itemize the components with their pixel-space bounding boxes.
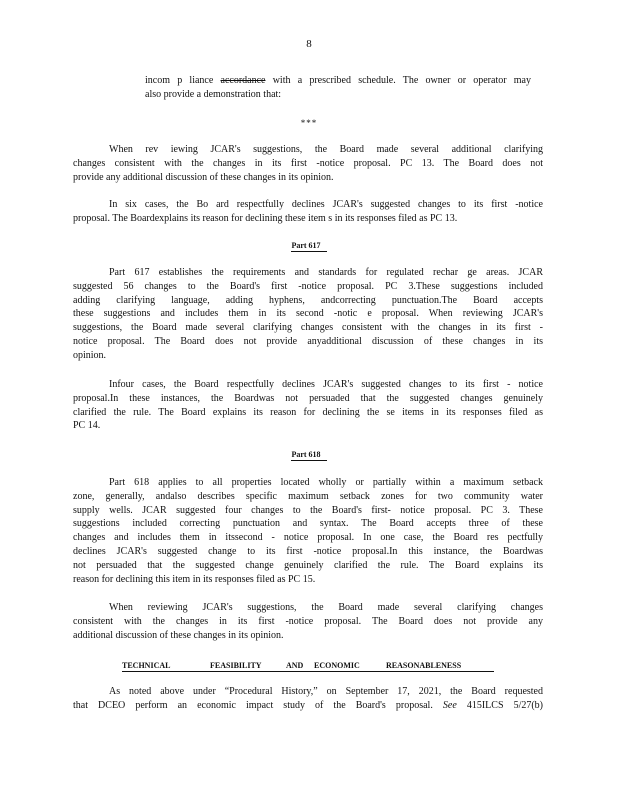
heading-word: TECHNICAL: [122, 661, 171, 670]
heading-text: Part 617: [291, 241, 326, 252]
text-line: In six cases, the Bo ard respectfully declines JCAR's suggested changes to its first -notice: [109, 199, 543, 210]
heading-word: REASONABLENESS: [386, 661, 462, 670]
quoted-rule-text: [145, 74, 531, 102]
heading-part-618: [0, 450, 618, 459]
heading-part-617: [0, 241, 618, 250]
text-line: Part 617 establishes the requirements and standards for regulated rechar ge areas. JCAR: [109, 267, 543, 278]
struck-text: accordance: [220, 75, 266, 86]
text-span: that DCEO perform an economic impact study of the Board's proposal.: [73, 699, 433, 711]
citation-text: 415ILCS 5/27(b): [466, 699, 543, 711]
heading-word: AND: [286, 661, 304, 670]
paragraph-3: [73, 266, 543, 363]
text-line: changes and includes them in itssecond - notice proposal. In one case, the Board res pectfully: [73, 532, 543, 544]
text-line: Part 618 applies to all properties located wholly or partially within a maximum setback: [109, 477, 543, 488]
text-line: changes consistent with the changes in its first -notice proposal. PC 13. The Board does not: [73, 157, 543, 169]
quote-text: with a prescribed schedule. The owner or operator may: [272, 75, 531, 86]
text-line: consistent with the changes in its first -notice proposal. The Board does not provide any: [73, 615, 543, 627]
citation-signal: See: [442, 699, 457, 711]
text-line: As noted above under “Procedural History,” on September 17, 2021, the Board requested: [109, 686, 543, 697]
text-line: suggested 56 changes to the Board's first -notice proposal. PC 3.These suggestions included: [73, 280, 543, 292]
text-line: reason for declining this item in its responses filed as PC 15.: [73, 573, 316, 585]
quote-line: also provide a demonstration that:: [145, 88, 282, 100]
text-line: opinion.: [73, 349, 107, 361]
text-line: proposal. The Boardexplains its reason for declining these item s in its responses filed as PC 13.: [73, 212, 458, 224]
paragraph-4: [73, 378, 543, 433]
text-line: zone, generally, andalso describes specific maximum setback zones for two community water: [73, 490, 543, 502]
text-line: adding clarifying language, adding hyphens, andcorrecting punctuation.The Board accepts: [73, 294, 543, 306]
text-line: suggestions included correcting punctuation and syntax. The Board accepts three of these: [73, 518, 543, 530]
text-line: suggestions, the Board made several clarifying changes consistent with the changes in its first -: [73, 322, 543, 334]
heading-text: Part 618: [291, 450, 326, 461]
text-line: clarified the rule. The Board explains its reason for declining the se items in its responses filed as: [73, 406, 543, 418]
text-line: When reviewing JCAR's suggestions, the Board made several clarifying changes: [109, 602, 543, 613]
text-line: PC 14.: [73, 420, 101, 432]
quote-text: incom p liance: [145, 75, 214, 86]
text-line: these suggestions and includes them in its second -notic e proposal. When reviewing JCAR's: [73, 308, 543, 320]
text-line: Infour cases, the Board respectfully declines JCAR's suggested changes to its first - notice: [109, 379, 543, 390]
text-line: provide any additional discussion of these changes in its opinion.: [73, 171, 334, 183]
ellipsis-stars: ***: [300, 118, 318, 128]
paragraph-5: [73, 476, 543, 586]
paragraph-7: [73, 685, 543, 713]
text-line: declines JCAR's suggested change to its first -notice proposal.In this instance, the Boardwas: [73, 545, 543, 557]
page-number: 8: [306, 38, 312, 50]
text-line: supply wells. JCAR suggested four changes to the Board's first- notice proposal. PC 3. These: [73, 504, 543, 516]
text-line: proposal.In these instances, the Boardwas not persuaded that the suggested changes genuinely: [73, 392, 543, 404]
paragraph-6: [73, 601, 543, 642]
text-line: not persuaded that the suggested change genuinely clarified the rule. The Board explains its: [73, 559, 543, 571]
paragraph-1: [73, 143, 543, 184]
text-line: additional discussion of these changes in its opinion.: [73, 629, 284, 641]
text-line: When rev iewing JCAR's suggestions, the Board made several additional clarifying: [109, 144, 543, 155]
heading-word: ECONOMIC: [314, 661, 360, 670]
text-line: [73, 699, 543, 713]
paragraph-2: [73, 198, 543, 226]
text-line: notice proposal. The Board does not provide anyadditional discussion of these changes in its: [73, 335, 543, 347]
heading-word: FEASIBILITY: [210, 661, 262, 670]
heading-technical-feasibility: [122, 661, 494, 672]
quote-line: [145, 74, 531, 88]
